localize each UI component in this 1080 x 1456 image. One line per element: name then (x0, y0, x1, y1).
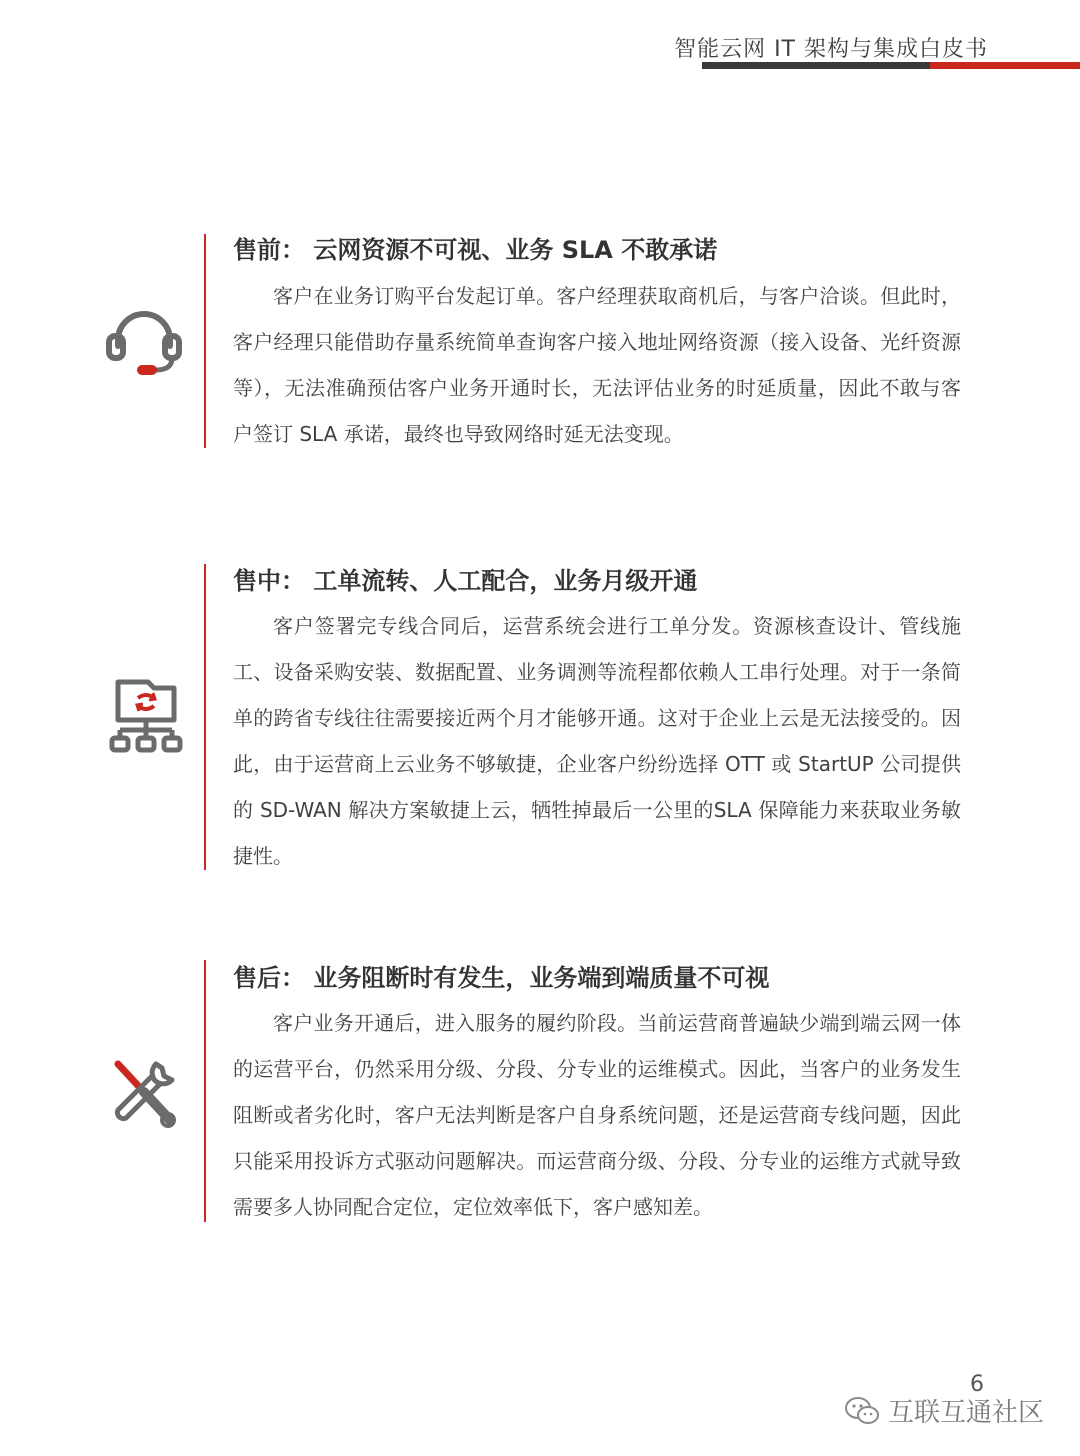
network-monitor-icon (104, 676, 184, 756)
section-divider-line (204, 564, 206, 870)
tools-icon (104, 1054, 184, 1134)
watermark-text: 互联互通社区 (888, 1398, 1045, 1428)
section-divider-line (204, 960, 206, 1222)
section-title: 售前： 云网资源不可视、业务 SLA 不敢承诺 (233, 236, 718, 264)
wechat-icon (844, 1396, 880, 1426)
document-title: 智能云网 IT 架构与集成白皮书 (674, 37, 988, 62)
section-title: 售后： 业务阻断时有发生，业务端到端质量不可视 (233, 964, 770, 992)
watermark (844, 1392, 1044, 1429)
header-bar-dark (702, 62, 930, 69)
section-body: 客户在业务订购平台发起订单。客户经理获取商机后，与客户洽谈。但此时，客户经理只能借助存量系统简单查询客户接入地址网络资源（接入设备、光纤资源等），无法准确预估客户业务开通时长，无法评估业务的时延质量，因此不敢与客户签订 SLA 承诺，最终也导致网络时延无法变现。 (233, 284, 961, 446)
section-divider-line (204, 234, 206, 448)
page-number: 6 (970, 1372, 984, 1397)
header-bar-red (930, 62, 1080, 69)
headset-icon (104, 304, 184, 384)
section-title: 售中： 工单流转、人工配合，业务月级开通 (233, 567, 698, 595)
section-body: 客户签署完专线合同后，运营系统会进行工单分发。资源核查设计、管线施工、设备采购安装、数据配置、业务调测等流程都依赖人工串行处理。对于一条简单的跨省专线往往需要接近两个月才能够开通。这对于企业上云是无法接受的。因此，由于运营商上云业务不够敏捷，企业客户纷纷选择 OTT 或 StartUP 公司提供的 SD-WAN 解决方案敏捷上云，牺牲掉最后一公里的SLA 保障能力来获取业务敏捷性。 (233, 614, 961, 868)
section-body: 客户业务开通后，进入服务的履约阶段。当前运营商普遍缺少端到端云网一体的运营平台，仍然采用分级、分段、分专业的运维模式。因此，当客户的业务发生阻断或者劣化时，客户无法判断是客户自身系统问题，还是运营商专线问题，因此只能采用投诉方式驱动问题解决。而运营商分级、分段、分专业的运维方式就导致需要多人协同配合定位，定位效率低下，客户感知差。 (233, 1011, 961, 1219)
